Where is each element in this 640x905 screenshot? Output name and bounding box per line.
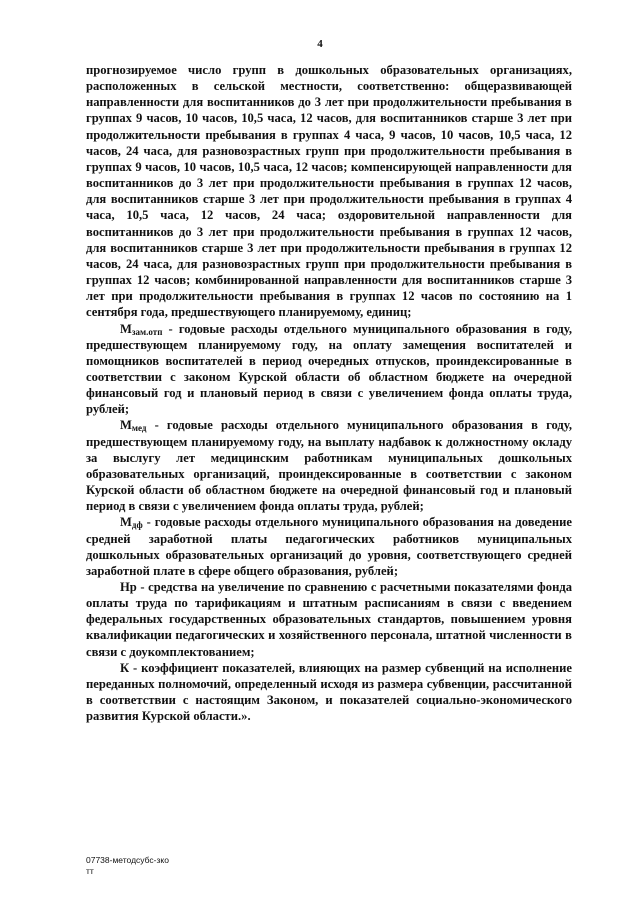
paragraph-nr: Нр - средства на увеличение по сравнению с расчетными показателями фонда оплаты труда по тарификациям и штатным расписаниям в связи с введением федеральных государственных образовательных стандартов, повышением уровня квалификации педагогических и хозяйственного персонала, штатной численности в связи с доукомплектованием;	[86, 580, 572, 659]
symbol-m: М	[120, 321, 132, 336]
footer-initials: тт	[86, 866, 94, 876]
paragraph-m-df	[86, 514, 572, 579]
definition-text: - годовые расходы отдельного муниципального образования в году, предшествующем планируемому году, на оплату замещения воспитателей и помощников воспитателей в период очередных отпусков, проиндексированные в соответствии с законом Курской области об областном бюджете на очередной финансовый год и плановый период в связи с увеличением фонда оплаты труда, рублей;	[86, 321, 572, 417]
symbol-subscript: дф	[131, 520, 143, 531]
symbol-subscript: мед	[131, 423, 147, 434]
page-number: 4	[317, 38, 323, 50]
paragraph-m-zam-otp	[86, 321, 572, 418]
paragraph-m-med	[86, 417, 572, 514]
footer	[86, 855, 169, 877]
definition-text: - годовые расходы отдельного муниципального образования в году, предшествующем планируемому году, на выплату надбавок к должностному окладу за выслугу лет медицинским работникам муниципальных дошкольных образовательных организаций, проиндексированные в соответствии с законом Курской области об областном бюджете на очередной финансовый год и плановый период в связи с увеличением фонда оплаты труда, рублей;	[86, 418, 572, 514]
paragraph-groups-forecast: прогнозируемое число групп в дошкольных образовательных организациях, расположенных в сельской местности, соответственно: общеразвивающей направленности для воспитанников до 3 лет при продолжительности пребывания в группах 9 часов, 10 часов, 10,5 часа, 12 часов, для воспитанников старше 3 лет при продолжительности пребывания в группах 4 часа, 9 часов, 10 часов, 10,5 часа, 12 часов, 24 часа, для разновозрастных групп при продолжительности пребывания в группах 9 часов, 10 часов, 10,5 часа, 12 часов; компенсирующей направленности для воспитанников до 3 лет при продолжительности пребывания в группах 12 часов, для воспитанников старше 3 лет при продолжительности пребывания в группах 4 часа, 10,5 часа, 12 часов, 24 часа; оздоровительной направленности для воспитанников до 3 лет при продолжительности пребывания в группах 12 часов, для воспитанников старше 3 лет при продолжительности пребывания в группах 12 часов, 24 часа, для разновозрастных групп при продолжительности пребывания в группах 12 часов; комбинированной направленности для воспитанников старше 3 лет при продолжительности пребывания в группах 12 часов по состоянию на 1 сентября года, предшествующего планируемому, единиц;	[86, 63, 572, 320]
footer-file-ref: 07738-методсубс-зко	[86, 855, 169, 865]
paragraph-k: К - коэффициент показателей, влияющих на размер субвенций на исполнение переданных полномочий, определенный исходя из размера субвенции, рассчитанной в соответствии с настоящим Законом, и показателей социально-экономического развития Курской области.».	[86, 660, 572, 724]
definition-text: - годовые расходы отдельного муниципального образования на доведение средней заработной платы педагогических работников муниципальных дошкольных образовательных организаций до уровня, соответствующего средней заработной плате в сфере общего образования, рублей;	[86, 515, 572, 578]
symbol-m: М	[120, 515, 132, 530]
symbol-subscript: зам.отп	[131, 326, 163, 337]
document-body	[86, 62, 572, 724]
symbol-m: М	[120, 418, 132, 433]
